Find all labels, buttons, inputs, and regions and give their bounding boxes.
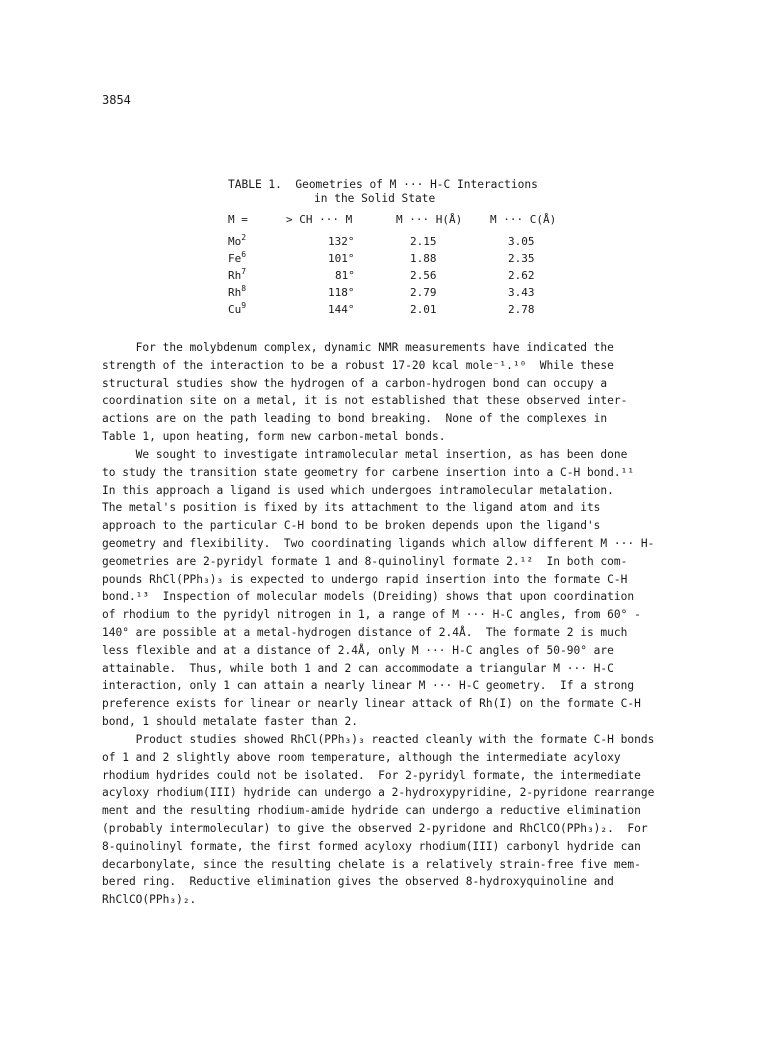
angle-cell: 144° bbox=[328, 303, 355, 316]
metal-cell: Mo$^2$ bbox=[228, 233, 247, 248]
text-line: pounds RhCl(PPh₃)₃ is expected to undergo rapid insertion into the formate C-H bbox=[102, 572, 628, 586]
m-h-cell: 2.01 bbox=[410, 303, 437, 316]
text-line: The metal's position is fixed by its attachment to the ligand atom and its bbox=[102, 501, 601, 515]
reference-marker: 2 bbox=[241, 233, 247, 242]
text-line: strength of the interaction to be a robust 17-20 kcal mole⁻¹.¹⁰ While these bbox=[102, 358, 614, 372]
table-row bbox=[228, 301, 535, 318]
text-line: of rhodium to the pyridyl nitrogen in 1, a range of M ··· H-C angles, from 60° - bbox=[102, 608, 641, 622]
m-h-cell: 2.79 bbox=[410, 286, 437, 299]
text-line: rhodium hydrides could not be isolated. For 2-pyridyl formate, the intermediate bbox=[102, 768, 641, 782]
paragraph-intramolecular-insertion bbox=[102, 446, 726, 731]
text-line: approach to the particular C-H bond to be broken depends upon the ligand's bbox=[102, 519, 601, 533]
m-c-cell: 2.62 bbox=[508, 269, 535, 282]
text-line: We sought to investigate intramolecular metal insertion, as has been done bbox=[102, 448, 628, 461]
table-caption bbox=[228, 178, 588, 206]
text-line: 140° are possible at a metal-hydrogen distance of 2.4Å. The formate 2 is much bbox=[102, 625, 628, 639]
text-line: coordination site on a metal, it is not established that these observed inter- bbox=[102, 394, 628, 408]
geometry-table bbox=[228, 212, 588, 332]
reference-marker: 6 bbox=[241, 250, 247, 259]
text-line: decarbonylate, since the resulting chelate is a relatively strain-free five mem- bbox=[102, 857, 641, 871]
text-line: 8-quinolinyl formate, the first formed acyloxy rhodium(III) carbonyl hydride can bbox=[102, 839, 641, 853]
table-row bbox=[228, 233, 535, 250]
text-line: For the molybdenum complex, dynamic NMR measurements have indicated the bbox=[102, 341, 614, 354]
text-line: structural studies show the hydrogen of a carbon-hydrogen bond can occupy a bbox=[102, 376, 608, 390]
m-c-cell: 3.05 bbox=[508, 235, 535, 248]
text-line: Table 1, upon heating, form new carbon-metal bonds. bbox=[102, 429, 446, 443]
header-m-h-distance: M ··· H(Å) bbox=[396, 213, 463, 226]
text-line: of 1 and 2 slightly above room temperature, although the intermediate acyloxy bbox=[102, 750, 621, 764]
text-line: (probably intermolecular) to give the observed 2-pyridone and RhClCO(PPh₃)₂. For bbox=[102, 821, 648, 835]
text-line: ment and the resulting rhodium-amide hydride can undergo a reductive elimination bbox=[102, 804, 641, 818]
header-angle: > CH ··· M bbox=[286, 213, 353, 226]
table-caption-line-2: in the Solid State bbox=[314, 192, 436, 205]
table-header-row bbox=[228, 212, 557, 228]
metal-cell: Fe$^6$ bbox=[228, 250, 247, 265]
metal-cell: Cu$^9$ bbox=[228, 301, 247, 316]
text-line: attainable. Thus, while both 1 and 2 can accommodate a triangular M ··· H-C bbox=[102, 661, 614, 675]
text-line: preference exists for linear or nearly linear attack of Rh(I) on the formate C-H bbox=[102, 697, 641, 711]
text-line: acyloxy rhodium(III) hydride can undergo a 2-hydroxypyridine, 2-pyridone rearrange bbox=[102, 786, 655, 800]
text-line: less flexible and at a distance of 2.4Å, only M ··· H-C angles of 50-90° are bbox=[102, 643, 614, 657]
metal-cell: Rh$^8$ bbox=[228, 284, 247, 299]
text-line: geometries are 2-pyridyl formate 1 and 8-quinolinyl formate 2.¹² In both com- bbox=[102, 554, 628, 568]
text-line: bered ring. Reductive elimination gives the observed 8-hydroxyquinoline and bbox=[102, 875, 614, 889]
angle-cell: 101° bbox=[328, 252, 355, 265]
angle-cell: 132° bbox=[328, 235, 355, 248]
angle-cell: 118° bbox=[328, 286, 355, 299]
text-line: bond, 1 should metalate faster than 2. bbox=[102, 714, 358, 728]
reference-marker: 9 bbox=[241, 301, 247, 310]
header-metal: M = bbox=[228, 213, 248, 226]
text-line: to study the transition state geometry for carbene insertion into a C-H bond.¹¹ bbox=[102, 465, 635, 479]
reference-marker: 7 bbox=[241, 267, 247, 276]
text-line: In this approach a ligand is used which undergoes intramolecular metalation. bbox=[102, 483, 614, 497]
table-row bbox=[228, 284, 535, 301]
text-line: Product studies showed RhCl(PPh₃)₃ reacted cleanly with the formate C-H bonds bbox=[102, 733, 655, 746]
reference-marker: 8 bbox=[241, 284, 247, 293]
m-c-cell: 3.43 bbox=[508, 286, 535, 299]
table-caption-line-1: TABLE 1. Geometries of M ··· H-C Interactions bbox=[228, 178, 538, 191]
page-number: 3854 bbox=[102, 93, 131, 107]
m-c-cell: 2.78 bbox=[508, 303, 535, 316]
text-line: interaction, only 1 can attain a nearly linear M ··· H-C geometry. If a strong bbox=[102, 679, 635, 693]
m-h-cell: 2.56 bbox=[410, 269, 437, 282]
paragraph-product-studies bbox=[102, 731, 726, 909]
m-c-cell: 2.35 bbox=[508, 252, 535, 265]
metal-cell: Rh$^7$ bbox=[228, 267, 247, 282]
text-line: RhClCO(PPh₃)₂. bbox=[102, 893, 197, 907]
paragraph-molybdenum-complex bbox=[102, 339, 726, 446]
m-h-cell: 1.88 bbox=[410, 252, 437, 265]
m-h-cell: 2.15 bbox=[410, 235, 437, 248]
text-line: geometry and flexibility. Two coordinating ligands which allow different M ··· H- bbox=[102, 536, 655, 550]
text-line: actions are on the path leading to bond breaking. None of the complexes in bbox=[102, 412, 608, 426]
table-row bbox=[228, 267, 535, 284]
angle-cell: 81° bbox=[335, 269, 355, 282]
text-line: bond.¹³ Inspection of molecular models (Dreiding) shows that upon coordination bbox=[102, 590, 635, 604]
header-m-c-distance: M ··· C(Å) bbox=[490, 213, 557, 226]
table-row bbox=[228, 250, 535, 267]
